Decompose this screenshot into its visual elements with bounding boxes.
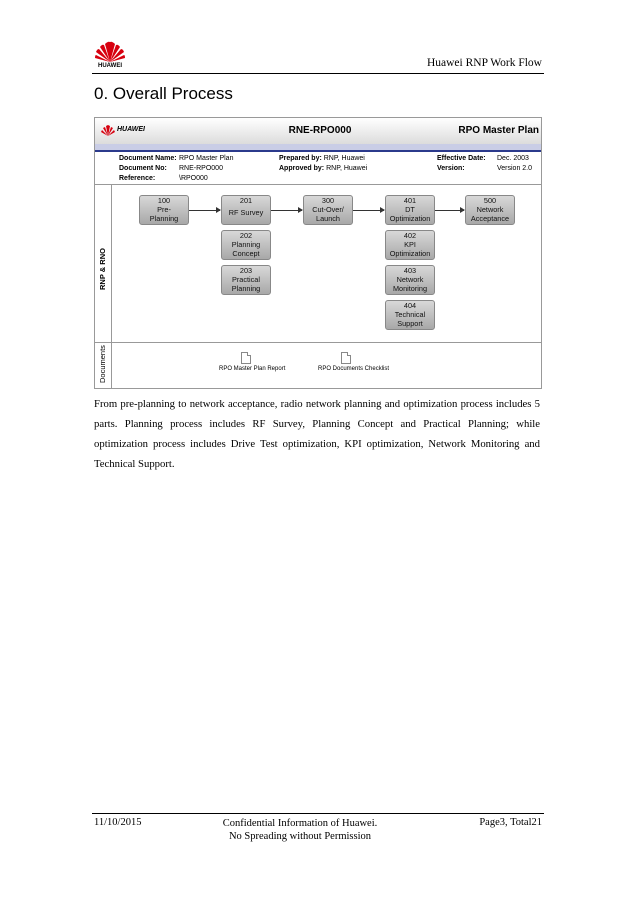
process-box-203: 203 Practical Planning [221, 265, 271, 295]
lane-process-label: RNP & RNO [98, 248, 107, 290]
meta-doc-no-label: Document No: [119, 165, 167, 172]
process-box-202: 202 Planning Concept [221, 230, 271, 260]
meta-effective-label: Effective Date: [437, 155, 486, 162]
arrow-201-to-300 [271, 210, 302, 211]
diagram-logo-icon [101, 124, 115, 137]
diagram-code: RNE-RPO000 [288, 125, 352, 136]
document-label-checklist: RPO Documents Checklist [318, 366, 390, 372]
arrow-100-to-201 [189, 210, 220, 211]
section-title: 0. Overall Process [94, 84, 233, 103]
meta-doc-no-value: RNE-RPO000 [179, 165, 223, 172]
lane-divider-top [95, 184, 541, 185]
footer-confidential [200, 817, 400, 843]
meta-reference-value: \RPO000 [179, 175, 208, 182]
arrow-401-to-500 [435, 210, 464, 211]
process-box-404: 404 Technical Support [385, 300, 435, 330]
document-icon [241, 352, 251, 364]
footer-divider [92, 813, 544, 814]
meta-effective-value: Dec. 2003 [497, 155, 529, 162]
arrow-300-to-401 [353, 210, 384, 211]
description-paragraph: From pre-planning to network acceptance, radio network planning and optimization process includes 5 parts. Planning process includes RF Survey, Planning Concept and Practical Planning; while optimization process includes Drive Test optimization, KPI optimization, Network Monitoring and Technical Support. [94, 398, 540, 470]
process-box-401: 401 DT Optimization [385, 195, 435, 225]
process-box-201: 201 RF Survey [221, 195, 271, 225]
process-diagram [94, 117, 542, 389]
document-icon [341, 352, 351, 364]
huawei-logo [92, 38, 128, 72]
footer-spreading-line: No Spreading without Permission [228, 831, 372, 842]
diagram-plan-title: RPO Master Plan [458, 125, 539, 136]
diagram-logo [101, 124, 151, 138]
lane-documents-label: Documents [98, 345, 107, 383]
footer-page: Page3, Total21 [479, 817, 542, 828]
header-divider [92, 73, 544, 74]
lane-label-divider [111, 184, 112, 388]
footer-date: 11/10/2015 [94, 817, 142, 828]
meta-prepared: Prepared by: RNP, Huawei [279, 155, 365, 162]
process-box-403: 403 Network Monitoring [385, 265, 435, 295]
logo-text: HUAWEI [98, 63, 122, 69]
process-box-402: 402 KPI Optimization [385, 230, 435, 260]
header-title: Huawei RNP Work Flow [426, 57, 542, 69]
footer-confidential-line: Confidential Information of Huawei. [222, 818, 378, 829]
document-label-master-plan: RPO Master Plan Report [219, 366, 286, 372]
lane-divider-docs [95, 342, 541, 343]
meta-version-value: Version 2.0 [497, 165, 533, 172]
diagram-accent-bar [95, 144, 541, 152]
meta-approved: Approved by: RNP, Huawei [279, 165, 368, 172]
process-box-500: 500 Network Acceptance [465, 195, 515, 225]
process-box-100: 100 Pre- Planning [139, 195, 189, 225]
meta-reference-label: Reference: [119, 175, 156, 182]
diagram-title-bar [95, 118, 541, 145]
meta-doc-name-value: RPO Master Plan [179, 155, 234, 162]
diagram-logo-text: HUAWEI [117, 126, 145, 133]
process-box-300: 300 Cut-Over/ Launch [303, 195, 353, 225]
meta-doc-name-label: Document Name: [119, 155, 177, 162]
meta-version-label: Version: [437, 165, 465, 172]
